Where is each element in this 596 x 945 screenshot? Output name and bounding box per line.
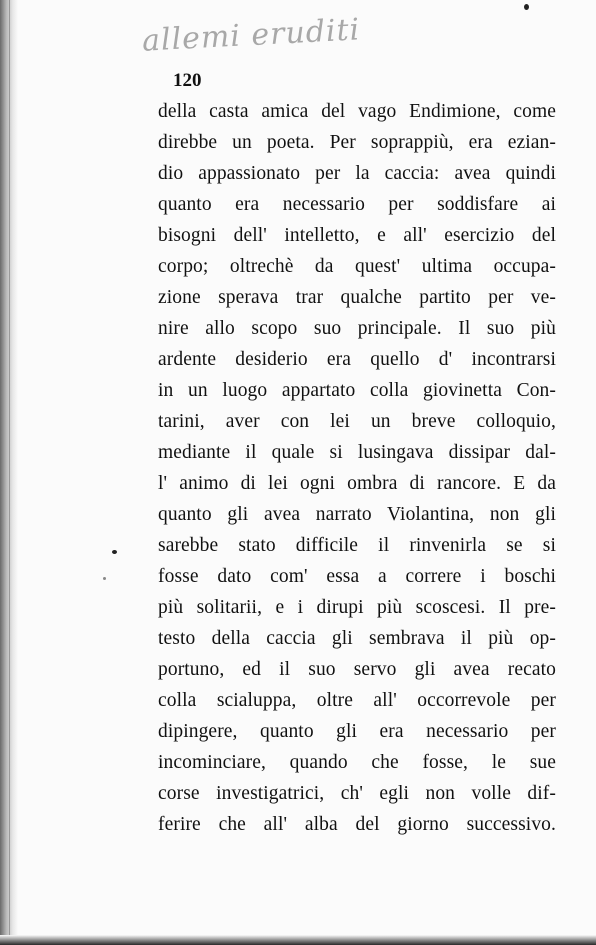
ink-speck xyxy=(112,550,117,554)
binding-line xyxy=(9,0,10,945)
text-line: direbbe un poeta. Per soprappiù, era ezian- xyxy=(158,132,556,153)
text-line: ardente desiderio era quello d' incontrarsi xyxy=(158,349,556,370)
page-number: 120 xyxy=(173,70,202,91)
text-line: in un luogo appartato colla giovinetta Con- xyxy=(158,380,556,401)
text-line: più solitarii, e i dirupi più scoscesi. Il pre- xyxy=(158,597,556,618)
text-line: mediante il quale si lusingava dissipar dal- xyxy=(158,442,556,463)
text-line: quanto era necessario per soddisfare ai xyxy=(158,194,556,215)
text-line: nire allo scopo suo principale. Il suo più xyxy=(158,318,556,339)
text-line: bisogni dell' intelletto, e all' esercizio del xyxy=(158,225,556,246)
text-line: sarebbe stato difficile il rinvenirla se si xyxy=(158,535,556,556)
handwritten-note: allemi eruditi xyxy=(141,12,362,59)
text-line: corpo; oltrechè da quest' ultima occupa- xyxy=(158,256,556,277)
text-line: fosse dato com' essa a correre i boschi xyxy=(158,566,556,587)
text-line: testo della caccia gli sembrava il più op- xyxy=(158,628,556,649)
ink-speck xyxy=(103,577,106,580)
body-text xyxy=(158,96,556,840)
text-line: tarini, aver con lei un breve colloquio, xyxy=(158,411,556,432)
text-line: zione sperava trar qualche partito per ve- xyxy=(158,287,556,308)
text-line: corse investigatrici, ch' egli non volle dif- xyxy=(158,783,556,804)
text-line: della casta amica del vago Endimione, come xyxy=(158,101,556,122)
text-line: portuno, ed il suo servo gli avea recato xyxy=(158,659,556,680)
ink-speck xyxy=(524,4,529,10)
text-line: quanto gli avea narrato Violantina, non gli xyxy=(158,504,556,525)
text-line: ferire che all' alba del giorno successivo. xyxy=(158,814,556,835)
text-line: dio appassionato per la caccia: avea quindi xyxy=(158,163,556,184)
text-line: l' animo di lei ogni ombra di rancore. E da xyxy=(158,473,556,494)
page-bottom-edge xyxy=(0,935,596,945)
text-line: dipingere, quanto gli era necessario per xyxy=(158,721,556,742)
text-line: colla scialuppa, oltre all' occorrevole per xyxy=(158,690,556,711)
text-line: incominciare, quando che fosse, le sue xyxy=(158,752,556,773)
